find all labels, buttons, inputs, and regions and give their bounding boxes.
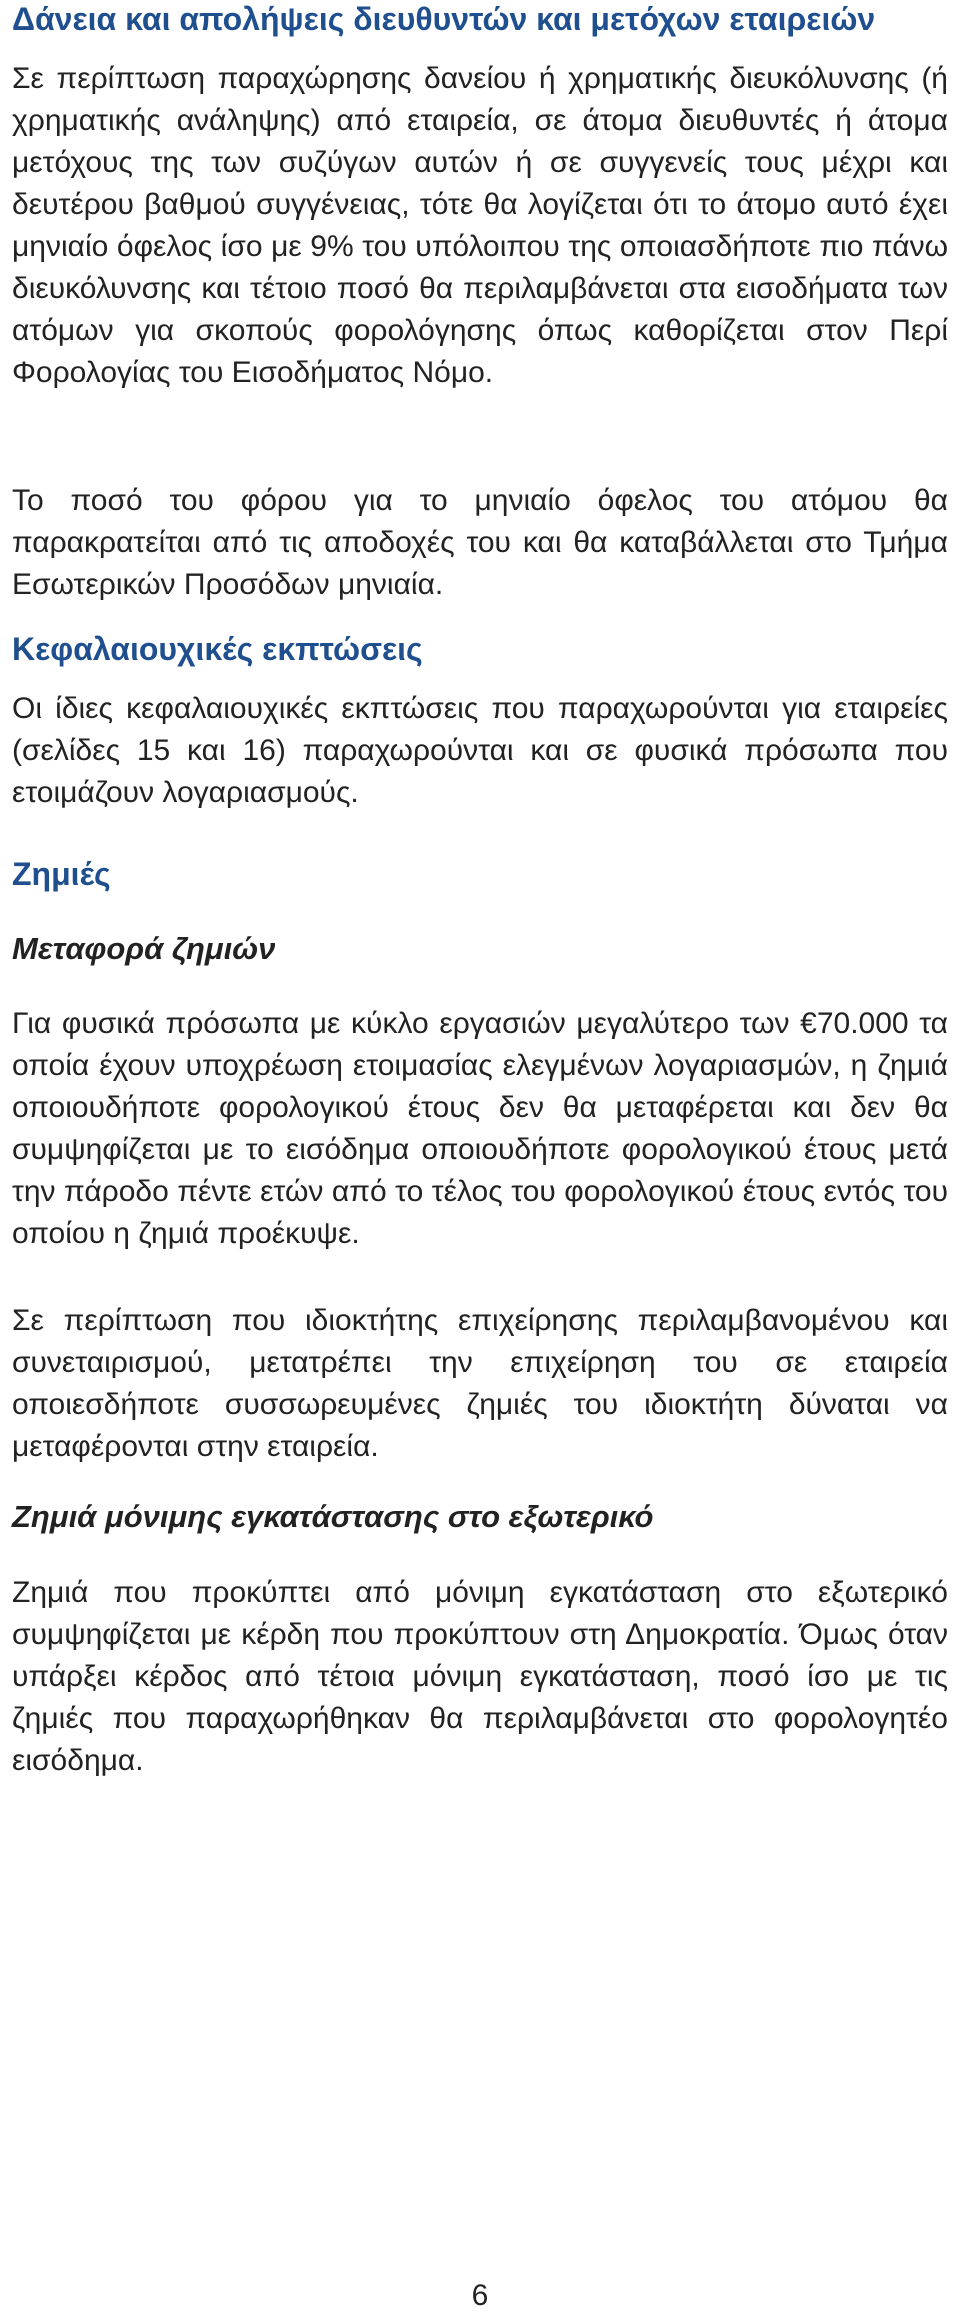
paragraph-foreign-establishment-loss: Ζημιά που προκύπτει από μόνιμη εγκατάσταση στο εξωτερικό συμψηφίζεται με κέρδη που προκύπτουν στη Δημοκρατία. Όμως όταν υπάρξει κέρδος από τέτοια μόνιμη εγκατάσταση, ποσό ίσο με τις ζημιές που παραχωρήθηκαν θα περιλαμβάνεται στο φορολογητέο εισόδημα. [12, 1576, 948, 1777]
heading-losses: Ζημιές [12, 856, 111, 892]
heading-director-loans: Δάνεια και απολήψεις διευθυντών και μετόχων εταιρειών [12, 1, 876, 37]
paragraph-tax-withholding: Το ποσό του φόρου για το μηνιαίο όφελος του ατόμου θα παρακρατείται από τις αποδοχές του και θα καταβάλλεται στο Τμήμα Εσωτερικών Προσόδων μηνιαία. [12, 484, 948, 601]
heading-capital-allowances: Κεφαλαιουχικές εκπτώσεις [12, 631, 423, 667]
paragraph-business-conversion: Σε περίπτωση που ιδιοκτήτης επιχείρησης περιλαμβανομένου και συνεταιρισμού, μετατρέπει την επιχείρηση του σε εταιρεία οποιεσδήποτε συσσωρευμένες ζημιές του ιδιοκτήτη δύναται να μεταφέρονται στην εταιρεία. [12, 1304, 948, 1463]
paragraph-loan-benefit: Σε περίπτωση παραχώρησης δανείου ή χρηματικής διευκόλυνσης (ή χρηματικής ανάληψης) από εταιρεία, σε άτομα διευθυντές ή άτομα μετόχους της των συζύγων αυτών ή σε συγγενείς τους μέχρι και δευτέρου βαθμού συγγένειας, τότε θα λογίζεται ότι το άτομο αυτό έχει μηνιαίο όφελος ίσο με 9% του υπόλοιπου της οποιασδήποτε πιο πάνω διευκόλυνσης και τέτοιο ποσό θα περιλαμβάνεται στα εισοδήματα των ατόμων για σκοπούς φορολόγησης όπως καθορίζεται στον Περί Φορολογίας του Εισοδήματος Νόμο. [12, 62, 948, 389]
paragraph-capital-allowances: Οι ίδιες κεφαλαιουχικές εκπτώσεις που παραχωρούνται για εταιρείες (σελίδες 15 και 16) παραχωρούνται και σε φυσικά πρόσωπα που ετοιμάζουν λογαριασμούς. [12, 692, 948, 809]
subheading-loss-carryforward: Μεταφορά ζημιών [12, 931, 276, 966]
page-number: 6 [471, 2279, 489, 2312]
subheading-foreign-establishment-loss: Ζημιά μόνιμης εγκατάστασης στο εξωτερικό [12, 1499, 654, 1534]
paragraph-loss-carryforward: Για φυσικά πρόσωπα με κύκλο εργασιών μεγαλύτερο των €70.000 τα οποία έχουν υποχρέωση ετοιμασίας ελεγμένων λογαριασμών, η ζημιά οποιουδήποτε φορολογικού έτους δεν θα μεταφέρεται και δεν θα συμψηφίζεται με το εισόδημα οποιουδήποτε φορολογικού έτους μετά την πάροδο πέντε ετών από το τέλος του φορολογικού έτους εντός του οποίου η ζημιά προέκυψε. [12, 1007, 948, 1250]
